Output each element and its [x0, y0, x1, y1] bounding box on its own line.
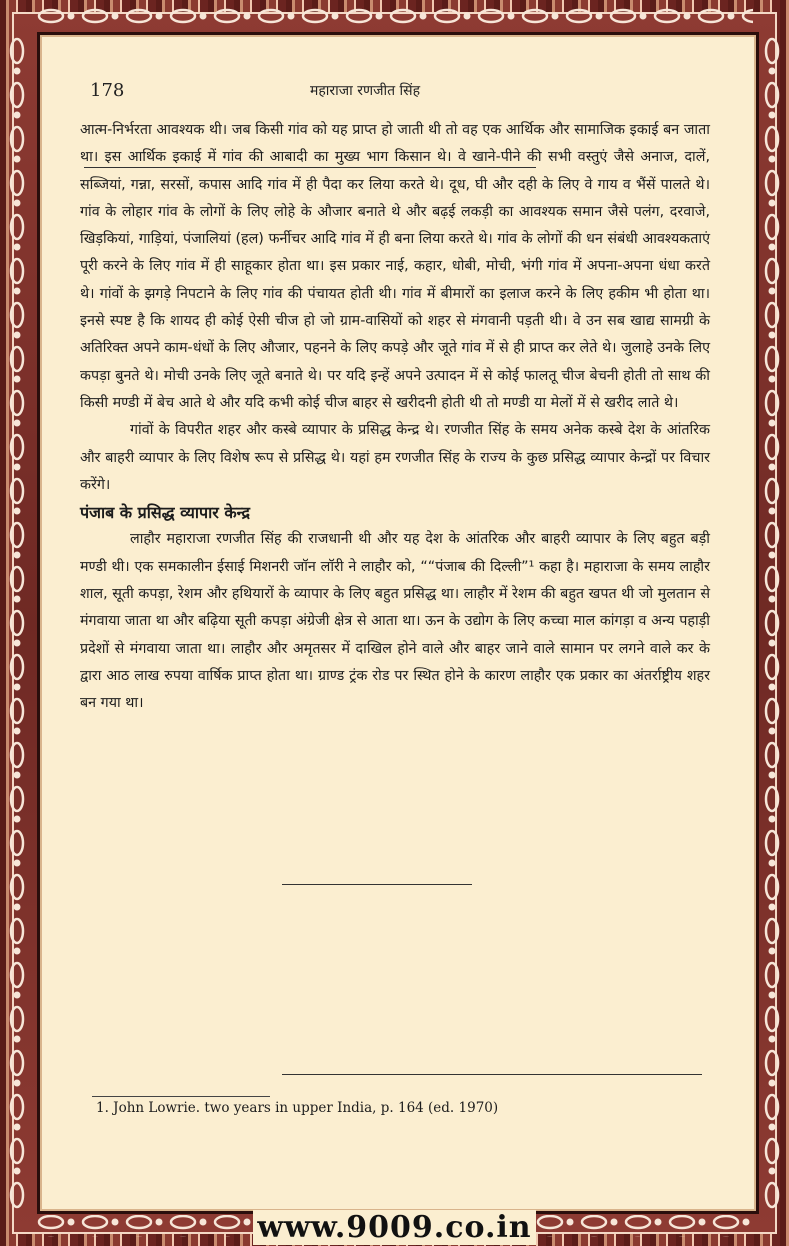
chain-border-right [760, 36, 784, 1210]
chain-border-left [5, 36, 29, 1210]
underline-mark [84, 167, 536, 168]
footnote: 1. John Lowrie. two years in upper India, p. 164 (ed. 1970) [96, 1100, 499, 1116]
paragraph-village-economy: आत्म-निर्भरता आवश्यक थी। जब किसी गांव को यह प्राप्त हो जाती थी तो वह एक आर्थिक और सामाजिक इकाई बन जाता था। इस आर्थिक इकाई में गांव की आबादी का मुख्य भाग किसान थे। वे खाने-पीने की सभी वस्तुएं जैसे अनाज, दालें, सब्जियां, गन्ना, सरसों, कपास आदि गांव में ही पैदा कर लिया करते थे। दूध, घी और दही के लिए वे गाय व भैंसें पालते थे। गांव के लोहार गांव के लोगों के लिए लोहे के औजार बनाते थे और बढ़ई लकड़ी का आवश्यक समान जैसे पलंग, दरवाजे, खिड़कियां, गाड़ियां, पंजालियां (हल) फर्नीचर आदि गांव में ही बना लिया करते थे। गांव के लोगों की धन संबंधी आवश्यकताएं पूरी करने के लिए गांव में ही साहूकार होता था। इस प्रकार नाई, कहार, धोबी, मोची, भंगी गांव में अपना-अपना धंधा करते थे। गांवों के झगड़े निपटाने के लिए गांव की पंचायत होती थी। गांव में बीमारों का इलाज करने के लिए हकीम भी होता था। इनसे स्पष्ट है कि शायद ही कोई ऐसी चीज हो जो ग्राम-वासियों को शहर से मंगवानी पड़ती थी। वे उन सब खाद्य सामग्री के अतिरिक्त अपने काम-धंधों के लिए औजार, पहनने के लिए कपड़े और जूते गांव में से ही प्राप्त कर लेते थे। जुलाहे उनके लिए कपड़ा बुनते थे। मोची उनके लिए जूते बनाते थे। पर यदि इन्हें अपने उत्पादन में से कोई फालतू चीज बेचनी होती तो साथ की किसी मण्डी में बेच आते थे और यदि कभी कोई चीज बाहर से खरीदनी होती थी तो मण्डी या मेलों में से खरीद लाते थे। [80, 122, 710, 411]
page-body [80, 117, 710, 718]
paragraph-lahore: लाहौर महाराजा रणजीत सिंह की राजधानी थी और यह देश के आंतरिक और बाहरी व्यापार के लिए बहुत बड़ी मण्डी थी। एक समकालीन ईसाई मिशनरी जॉन लॉरी ने लाहौर को, ““पंजाब की दिल्ली”¹ कहा है। महाराजा के समय लाहौर शाल, सूती कपड़ा, रेशम और हथियारों के व्यापार के लिए बहुत प्रसिद्ध था। लाहौर में रेशम की बहुत खपत थी जो मुलतान से मंगवाया जाता था और बढ़िया सूती कपड़ा अंग्रेजी क्षेत्र से आता था। ऊन के उद्योग के लिए कच्चा माल कांगड़ा व अन्य पहाड़ी प्रदेशों से मंगवाया जाता था। लाहौर और अमृतसर में दाखिल होने वाले और बाहर जाने वाले सामान पर लगने वाले कर के द्वारा आठ लाख रुपया वार्षिक प्राप्त होता था। ग्राण्ड ट्रंक रोड पर स्थित होने के कारण लाहौर एक प्रकार का अंतर्राष्ट्रीय शहर बन गया था। [80, 531, 710, 712]
website-watermark [0, 1211, 789, 1245]
running-head: महाराजा रणजीत सिंह [310, 83, 421, 99]
underline-mark [282, 884, 472, 885]
page-number: 178 [90, 80, 125, 101]
page-header [90, 80, 710, 104]
section-heading: पंजाब के प्रसिद्ध व्यापार केन्द्र [80, 503, 251, 523]
underline-mark [282, 1074, 702, 1075]
website-url: www.9009.co.in [253, 1210, 535, 1245]
footnote-rule [92, 1096, 270, 1097]
paragraph-towns-trade: गांवों के विपरीत शहर और कस्बे व्यापार के प्रसिद्ध केन्द्र थे। रणजीत सिंह के समय अनेक कस्बे देश के आंतरिक और बाहरी व्यापार के लिए विशेष रूप से प्रसिद्ध थे। यहां हम रणजीत सिंह के राज्य के कुछ प्रसिद्ध व्यापार केन्द्रों पर विचार करेंगे। [80, 422, 710, 493]
chain-border-top [36, 5, 753, 27]
